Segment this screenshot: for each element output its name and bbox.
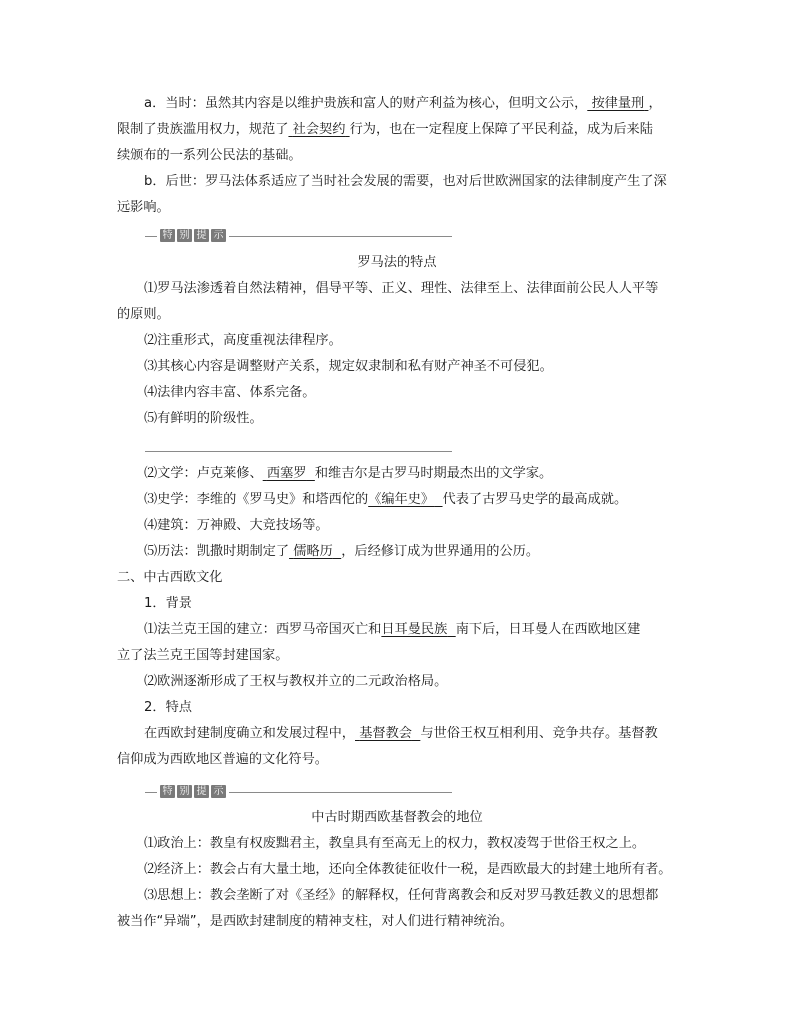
tip-item: ⑸有鲜明的阶级性。: [144, 411, 263, 426]
tip-item-cont: 被当作“异端”，是西欧封建制度的精神支柱，对人们进行精神统治。: [117, 914, 514, 929]
para-b-line2: 远影响。: [117, 200, 170, 215]
text: 行为，也在一定程度上保障了平民利益，成为后来陆: [349, 122, 653, 137]
badge-char: 提: [194, 785, 209, 798]
tip-item-cont: 的原则。: [117, 307, 170, 322]
tip-badge: [157, 785, 229, 798]
badge-char: 提: [194, 229, 209, 242]
subheading-features: 2．特点: [144, 700, 192, 715]
badge-char: 别: [177, 229, 192, 242]
features-para-cont: 信仰成为西欧地区普遍的文化符号。: [117, 752, 328, 767]
subheading-background: 1．背景: [144, 596, 192, 611]
culture-architecture: ⑷建筑：万神殿、大竞技场等。: [144, 518, 329, 533]
badge-char: 别: [177, 785, 192, 798]
fill-blank-answer: 按律量刑: [591, 96, 645, 111]
features-para: 在西欧封建制度确立和发展过程中， 基督教会 与世俗王权互相利用、竞争共存。基督教: [144, 726, 658, 741]
divider: [145, 451, 452, 452]
background-item-1-cont: 立了法兰克王国等封建国家。: [117, 648, 289, 663]
tip-header-bar: [145, 785, 452, 799]
text: 限制了贵族滥用权力，规范了: [117, 122, 289, 137]
tip-item: ⑶思想上：教会垄断了对《圣经》的解释权，任何背离教会和反对罗马教廷教义的思想都: [144, 888, 659, 903]
background-item-2: ⑵欧洲逐渐形成了王权与教权并立的二元政治格局。: [144, 674, 448, 689]
tip-badge: [157, 229, 229, 242]
para-a-line2: [117, 117, 677, 143]
tip-item: ⑴罗马法渗透着自然法精神，倡导平等、正义、理性、法律至上、法律面前公民人人平等: [144, 281, 659, 296]
tip-item: ⑵经济上：教会占有大量土地，还向全体教徒征收什一税，是西欧最大的封建土地所有者。: [144, 862, 672, 877]
tip-item: ⑴政治上：教皇有权废黜君主，教皇具有至高无上的权力，教权凌驾于世俗王权之上。: [144, 836, 646, 851]
text: ，: [648, 96, 662, 111]
section-heading: 二、中古西欧文化: [117, 570, 223, 585]
para-a-line1: [117, 91, 677, 117]
text: a．当时：虽然其内容是以维护贵族和富人的财产利益为核心，但明文公示，: [144, 96, 588, 111]
badge-char: 示: [211, 785, 226, 798]
tip-item: ⑵注重形式，高度重视法律程序。: [144, 333, 342, 348]
fill-blank-answer: 社会契约: [292, 122, 346, 137]
background-item-1: ⑴法兰克王国的建立：西罗马帝国灭亡和日耳曼民族 南下后，日耳曼人在西欧地区建: [144, 622, 641, 637]
badge-char: 特: [160, 785, 175, 798]
para-a-line3: 续颁布的一系列公民法的基础。: [117, 148, 302, 163]
tip-title: 罗马法的特点: [357, 255, 437, 270]
culture-calendar: ⑸历法：凯撒时期制定了 儒略历 ，后经修订成为世界通用的公历。: [144, 544, 540, 559]
tip-header-bar: [145, 229, 452, 243]
tip-title: 中古时期西欧基督教会的地位: [311, 810, 483, 825]
culture-history: ⑶史学：李维的《罗马史》和塔西佗的《编年史》 代表了古罗马史学的最高成就。: [144, 492, 628, 507]
badge-char: 特: [160, 229, 175, 242]
culture-literature: ⑵文学：卢克莱修、 西塞罗 和维吉尔是古罗马时期最杰出的文学家。: [144, 466, 553, 481]
para-b-line1: b．后世：罗马法体系适应了当时社会发展的需要，也对后世欧洲国家的法律制度产生了深: [144, 174, 667, 189]
tip-item: ⑶其核心内容是调整财产关系，规定奴隶制和私有财产神圣不可侵犯。: [144, 359, 553, 374]
tip-item: ⑷法律内容丰富、体系完备。: [144, 385, 316, 400]
badge-char: 示: [211, 229, 226, 242]
